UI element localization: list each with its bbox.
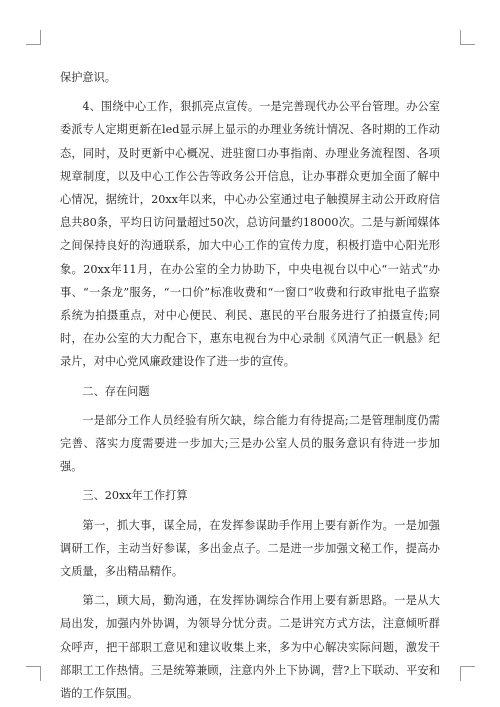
document-body bbox=[60, 66, 440, 705]
paragraph-problems: 一是部分工作人员经验有所欠缺，综合能力有待提高;二是管理制度仍需完善、落实力度需要进一步加大;三是办公室人员的服务意识有待进一步加强。 bbox=[60, 413, 440, 474]
section-heading-problems: 二、存在问题 bbox=[82, 384, 150, 398]
paragraph-continuation: 保护意识。 bbox=[60, 71, 116, 84]
paragraph-publicity: 4、围绕中心工作，狠抓亮点宣传。一是完善现代办公平台管理。办公室委派专人定期更新在led显示屏上显示的办理业务统计情况、各时期的工作动态，同时，及时更新中心概况、进驻窗口办事指南、办理业务流程图、各项规章制度，以及中心工作公告等政务公开信息，让办事群众更加全面了解中心情况，据统计，20xx年以来，中心办公室通过电子触摸屏主动公开政府信息共80条，平均日访问量超过50次，总访问量约18000次。二是与新闻媒体之间保持良好的沟通联系，加大中心工作的宣传力度，积极打造中心阳光形象。20xx年11月，在办公室的全力协助下，中央电视台以中心“一站式”办事、“一条龙”服务，“一口价”标准收费和“一窗口”收费和行政审批电子监察系统为拍摄重点，对中心便民、利民、惠民的平台服务进行了拍摄宣传;同时，在办公室的大力配合下，惠东电视台为中心录制《风清气正一帆悬》纪录片，对中心党风廉政建设作了进一步的宣传。 bbox=[60, 100, 440, 369]
crop-mark-top-left bbox=[26, 30, 41, 45]
section-heading-plan: 三、20xx年工作打算 bbox=[82, 489, 188, 503]
crop-mark-bottom-right bbox=[460, 666, 475, 681]
paragraph-plan-first: 第一，抓大事，谋全局，在发挥参谋助手作用上要有新作为。一是加强调研工作，主动当好参谋，多出金点子。二是进一步加强文秘工作，提高办文质量，多出精品精作。 bbox=[60, 518, 440, 579]
crop-mark-top-right bbox=[460, 30, 475, 45]
crop-mark-bottom-left bbox=[26, 666, 41, 681]
paragraph-plan-second: 第二，顾大局，勤沟通，在发挥协调综合作用上要有新思路。一是从大局出发，加强内外协调，为领导分忧分责。二是讲究方式方法，注意倾听群众呼声，把干部职工意见和建议收集上来，多为中心解决实际问题，激发干部职工工作热情。三是统筹兼顾，注意内外上下协调，营?上下联动、平安和谐的工作氛围。 bbox=[60, 594, 440, 701]
